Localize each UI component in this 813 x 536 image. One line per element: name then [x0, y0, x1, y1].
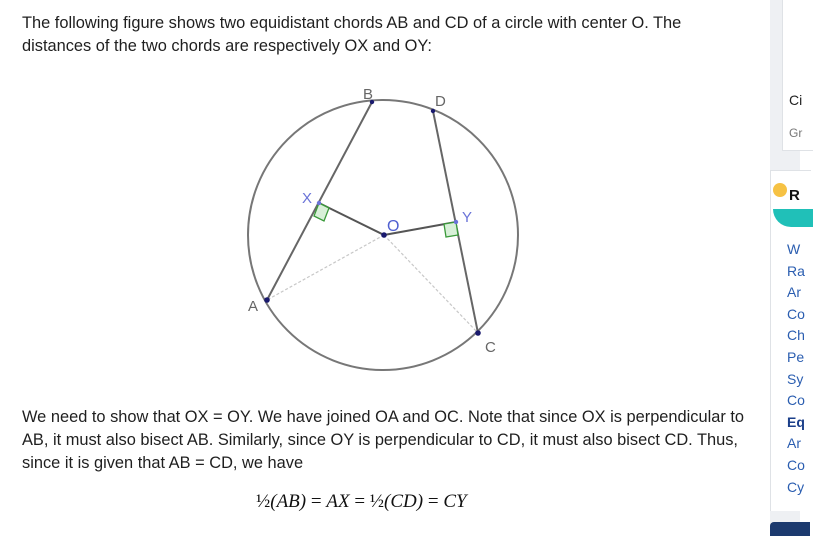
- equation-cd: (CD): [384, 491, 424, 512]
- label-d: D: [435, 93, 446, 110]
- related-card: [770, 170, 811, 511]
- label-y: Y: [462, 209, 473, 226]
- related-title: R: [789, 187, 800, 204]
- label-a: A: [248, 298, 259, 315]
- right-angle-y: [444, 222, 458, 237]
- sidebar-card-subtitle: Gr: [789, 126, 803, 140]
- related-link[interactable]: Co: [787, 305, 805, 322]
- sparkle-icon: [773, 183, 787, 197]
- equation: [256, 491, 467, 513]
- label-o: O: [387, 218, 400, 235]
- point-c: [475, 330, 481, 336]
- related-link[interactable]: Ra: [787, 262, 805, 279]
- related-links-list: [787, 239, 805, 498]
- radius-oc: [384, 235, 478, 333]
- related-link[interactable]: Cy: [787, 478, 805, 495]
- equals-sign: =: [349, 491, 370, 512]
- point-o: [381, 232, 387, 238]
- related-link[interactable]: Ar: [787, 284, 801, 301]
- sidebar-card[interactable]: [782, 0, 813, 151]
- accent-decoration: [773, 209, 813, 227]
- sidebar-bottom-bar[interactable]: [770, 522, 810, 536]
- equals-sign: =: [423, 491, 444, 512]
- related-link[interactable]: Co: [787, 456, 805, 473]
- related-link[interactable]: Ch: [787, 327, 805, 344]
- half-fraction: ½: [369, 491, 385, 512]
- equation-cy: CY: [443, 491, 467, 512]
- label-c: C: [485, 339, 496, 356]
- related-link[interactable]: Ar: [787, 435, 801, 452]
- equals-sign: =: [306, 491, 327, 512]
- label-b: B: [363, 86, 374, 103]
- right-sidebar: [770, 0, 805, 534]
- circle-chords-figure: [230, 80, 530, 380]
- point-a: [264, 297, 270, 303]
- equation-ab: (AB): [270, 491, 307, 512]
- point-x: [317, 201, 321, 205]
- point-y: [454, 220, 458, 224]
- label-x: X: [302, 190, 313, 207]
- related-link[interactable]: Co: [787, 392, 805, 409]
- related-link-current[interactable]: Eq: [787, 413, 805, 430]
- sidebar-card-title: Ci: [789, 92, 803, 108]
- intro-paragraph: The following figure shows two equidistant chords AB and CD of a circle with center O. The distances of the two chords are respectively OX and OY:: [22, 14, 682, 55]
- related-link[interactable]: Pe: [787, 348, 805, 365]
- equation-ax: AX: [326, 491, 350, 512]
- explanation-paragraph: We need to show that OX = OY. We have joined OA and OC. Note that since OX is perpendicular to AB, it must also bisect AB. Similarly, since OY is perpendicular to CD, it must also bisect CD. Thus, since it is given that AB = CD, we have: [22, 408, 745, 472]
- half-fraction: ½: [256, 491, 271, 512]
- related-link[interactable]: W: [787, 241, 801, 257]
- related-link[interactable]: Sy: [787, 370, 804, 387]
